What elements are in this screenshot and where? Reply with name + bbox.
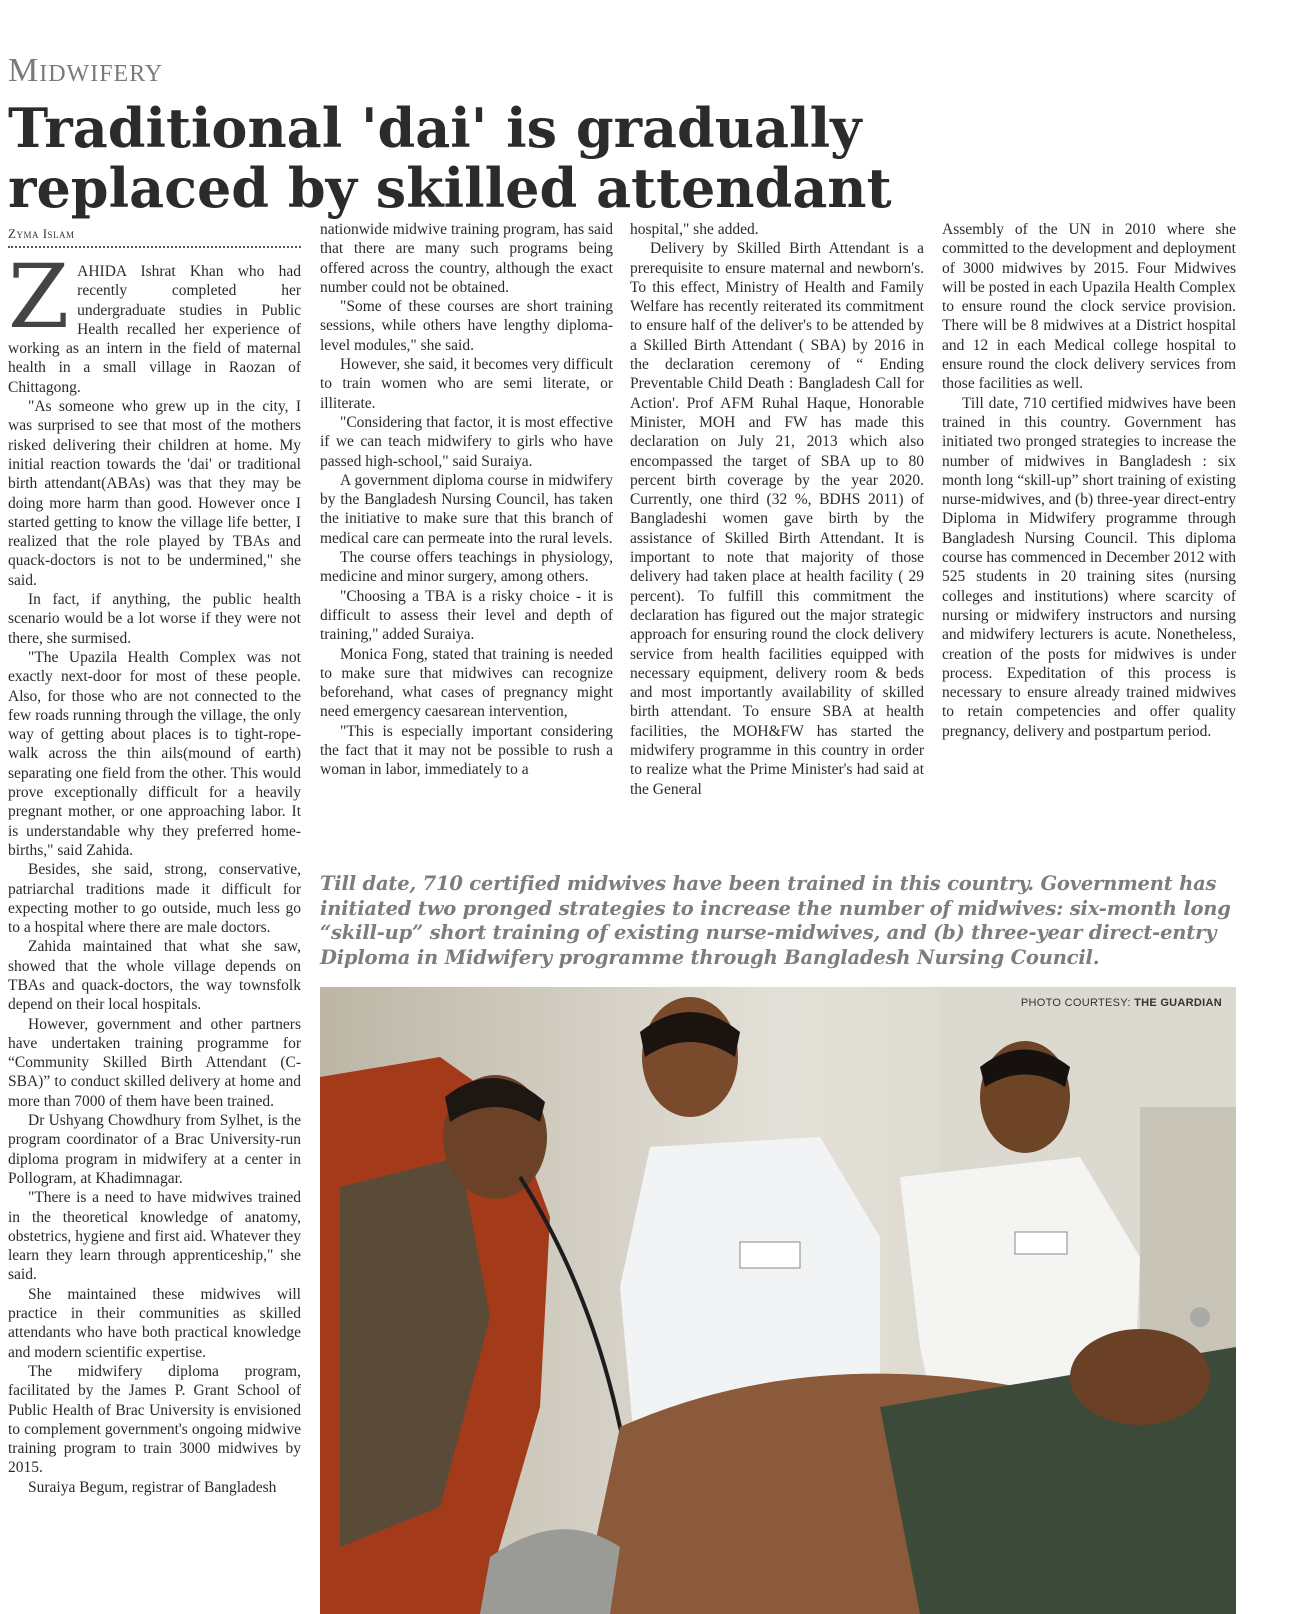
article-column-2 xyxy=(320,220,613,862)
article-column-1 xyxy=(8,262,301,1614)
paragraph: Zahida maintained that what she saw, showed that the whole village depends on TBAs and quack-doctors, the way townsfolk depend on their local hospitals. xyxy=(8,938,301,1014)
article-column-3 xyxy=(630,220,924,862)
byline-divider xyxy=(8,246,301,248)
paragraph: AHIDA Ishrat Khan who had recently completed her undergraduate studies in Public Health recalled her experience of working as an intern in the field of maternal health in a small village in Raozan of Chittagong. xyxy=(8,263,301,396)
photo-credit-label: PHOTO COURTESY: xyxy=(1020,997,1131,1009)
photo-credit xyxy=(1021,997,1222,1009)
paragraph: The course offers teachings in physiology, medicine and minor surgery, among others. xyxy=(320,549,613,586)
paragraph: However, she said, it becomes very difficult to train women who are semi literate, or illiterate. xyxy=(320,356,613,412)
photo-credit-source: THE GUARDIAN xyxy=(1134,997,1222,1009)
paragraph: "Choosing a TBA is a risky choice - it is difficult to assess their level and depth of training," added Suraiya. xyxy=(320,587,613,644)
paragraph: "Considering that factor, it is most effective if we can teach midwifery to girls who have passed high-school," said Suraiya. xyxy=(320,413,613,470)
paragraph: The midwifery diploma program, facilitated by the James P. Grant School of Public Health of Brac University is envisioned to complement government's ongoing midwive training program to train 3000 midwives by 2015. xyxy=(8,1362,301,1477)
article-photo xyxy=(320,987,1236,1614)
paragraph: Dr Ushyang Chowdhury from Sylhet, is the program coordinator of a Brac University-run diploma program in midwifery at a center in Pollogram, at Khadimnagar. xyxy=(8,1112,301,1187)
paragraph: However, government and other partners have undertaken training programme for “Community Skilled Birth Attendant (C-SBA)” to conduct skilled delivery at home and more than 7000 of them have been trained. xyxy=(8,1015,301,1110)
paragraph: "Some of these courses are short training sessions, while others have lengthy diploma-level modules," she said. xyxy=(320,298,613,354)
paragraph: hospital," she added. xyxy=(630,221,759,238)
paragraph: nationwide midwive training program, has said that there are many such programs being offered across the country, although the exact number could not be obtained. xyxy=(320,221,613,296)
paragraph: Suraiya Begum, registrar of Bangladesh xyxy=(28,1478,277,1496)
paragraph: Till date, 710 certified midwives have been trained in this country. Government has initiated two pronged strategies to increase the number of midwives in Bangladesh : six month long “skill-up” short training of existing nurse-midwives, and (b) three-year direct-entry Diploma in Midwifery programme through Bangladesh Nursing Council. This diploma course has commenced in December 2012 with 525 students in 20 training sites (nursing colleges and institutions) where scarcity of nursing or midwifery instructors and nursing and midwifery lecturers is acute. Nonetheless, creation of the posts for midwives is under process. Expeditation of this process is necessary to ensure already trained midwives to retain competencies and offer quality pregnancy, delivery and postpartum period. xyxy=(942,394,1236,740)
paragraph: She maintained these midwives will practice in their communities as skilled attendants who have both practical knowledge and modern scientific expertise. xyxy=(8,1285,301,1361)
photo-illustration xyxy=(320,987,1236,1614)
drop-cap: Z xyxy=(8,262,70,348)
article-column-4 xyxy=(942,220,1236,862)
paragraph: Besides, she said, strong, conservative, patriarchal traditions made it difficult for expecting mother to go outside, much less go to a hospital where there are male doctors. xyxy=(8,861,301,937)
paragraph: A government diploma course in midwifery by the Bangladesh Nursing Council, has taken the initiative to make sure that this branch of medical care can permeate into the rural levels. xyxy=(320,471,613,547)
paragraph: "There is a need to have midwives trained in the theoretical knowledge of anatomy, obstetrics, hygiene and first aid. Whatever they learn they learn through apprenticeship," she said. xyxy=(8,1189,301,1284)
paragraph: "The Upazila Health Complex was not exactly next-door for most of these people. Also, for those who are not connected to the few roads running through the village, the only way of getting about places is to tight-rope-walk across the thin ails(mound of earth) separating one field from the other. This would prove exceptionally difficult for a heavily pregnant mother, or one approaching labor. It is understandable why they preferred home-births," said Zahida. xyxy=(8,648,301,859)
paragraph: In fact, if anything, the public health scenario would be a lot worse if they were not there, she surmised. xyxy=(8,591,301,647)
section-label: Midwifery xyxy=(8,52,164,89)
paragraph: "This is especially important considering the fact that it may not be possible to rush a woman in labor, immediately to a xyxy=(320,722,613,779)
paragraph: Monica Fong, stated that training is needed to make sure that midwives can recognize beforehand, what cases of pregnancy might need emergency caesarean intervention, xyxy=(320,645,613,721)
pull-quote: Till date, 710 certified midwives have been trained in this country. Government has initiated two pronged strategies to increase the number of midwives: six-month long “skill-up” short training of existing nurse-midwives, and (b) three-year direct-entry Diploma in Midwifery programme through Bangladesh Nursing Council. xyxy=(320,872,1231,969)
byline: Zyma Islam xyxy=(8,226,75,241)
paragraph: Assembly of the UN in 2010 where she committed to the development and deployment of 3000 midwives by 2015. Four Midwives will be posted in each Upazila Health Complex to ensure round the clock service provision. There will be 8 midwives at a District hospital and 12 in each Medical college hospital to ensure round the clock delivery services from those facilities as well. xyxy=(942,221,1236,393)
paragraph: Delivery by Skilled Birth Attendant is a prerequisite to ensure maternal and newborn's. To this effect, Ministry of Health and Family Welfare has recently reiterated its commitment to ensure half of the deliver's to be attended by a Skilled Birth Attendant ( SBA) by 2016 in the declaration ceremony of “ Ending Preventable Child Death : Bangladesh Call for Action'. Prof AFM Ruhal Haque, Honorable Minister, MOH and FW has made this declaration on July 21, 2013 which also encompassed the target of SBA up to 80 percent birth coverage by the year 2020. Currently, one third (32 %, BDHS 2011) of Bangladeshi women gave birth by the assistance of Skilled Birth Attendant. It is important to note that majority of those delivery had taken place at health facility ( 29 percent). To fulfill this commitment the declaration has figured out the major strategic approach for ensuring round the clock delivery service from health facilities equipped with necessary equipment, delivery room & beds and most importantly availability of skilled birth attendant. To ensure SBA at health facilities, the MOH&FW has started the midwifery programme in this country in order to realize what the Prime Minister's had said at the General xyxy=(630,240,924,798)
paragraph: "As someone who grew up in the city, I was surprised to see that most of the mothers risked delivering their children at home. My initial reaction towards the 'dai' or traditional birth attendant(ABAs) was that they may be doing more harm than good. However once I started getting to know the village life better, I realized that the role played by TBAs and quack-doctors is not to be undermined," she said. xyxy=(8,398,301,589)
headline: Traditional 'dai' is gradually replaced by skilled attendant xyxy=(8,96,892,220)
